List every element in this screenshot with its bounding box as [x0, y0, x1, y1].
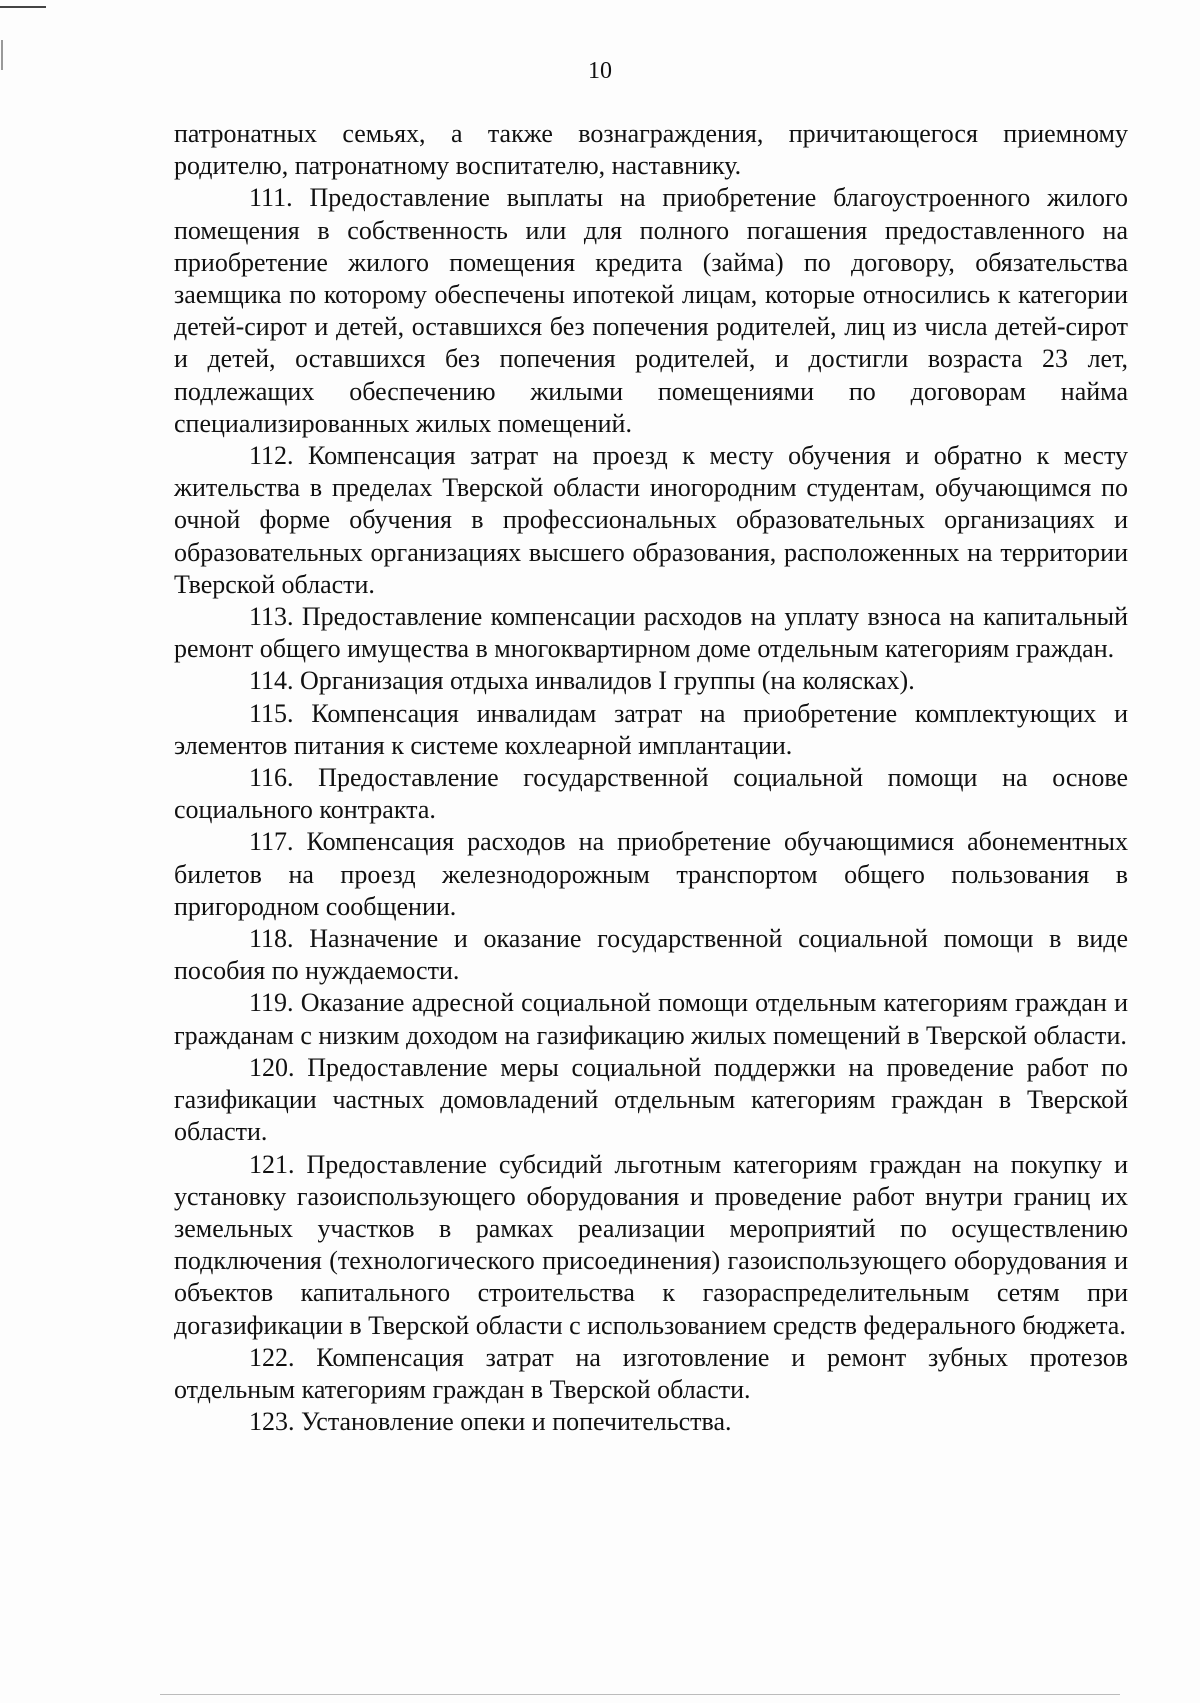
- paragraph-111: 111. Предоставление выплаты на приобретение благоустроенного жилого помещения в собственность или для полного погашения предоставленного на приобретение жилого помещения кредита (займа) по договору, обязательства заемщика по которому обеспечены ипотекой лицам, которые относились к категории детей-сирот и детей, оставшихся без попечения родителей, лиц из числа детей-сирот и детей, оставшихся без попечения родителей, и достигли возраста 23 лет, подлежащих обеспечению жилыми помещениями по договорам найма специализированных жилых помещений.: [174, 183, 1128, 438]
- paragraph-continuation: патронатных семьях, а также вознаграждения, причитающегося приемному родителю, патронатному воспитателю, наставнику.: [174, 119, 1128, 181]
- paragraph-116: 116. Предоставление государственной социальной помощи на основе социального контракта.: [174, 763, 1128, 825]
- paragraph-119: 119. Оказание адресной социальной помощи отдельным категориям граждан и гражданам с низким доходом на газификацию жилых помещений в Тверской области.: [174, 988, 1128, 1050]
- paragraph-117: 117. Компенсация расходов на приобретение обучающимися абонементных билетов на проезд железнодорожным транспортом общего пользования в пригородном сообщении.: [174, 827, 1128, 921]
- paragraph-123: 123. Установление опеки и попечительства.: [249, 1407, 732, 1437]
- paragraph-115: 115. Компенсация инвалидам затрат на приобретение комплектующих и элементов питания к системе кохлеарной имплантации.: [174, 698, 1128, 760]
- paragraph-118: 118. Назначение и оказание государственной социальной помощи в виде пособия по нуждаемости.: [174, 924, 1128, 986]
- paragraph-112: 112. Компенсация затрат на проезд к месту обучения и обратно к месту жительства в пределах Тверской области иногородним студентам, обучающимся по очной форме обучения в профессиональных образовательных организациях и образовательных организациях высшего образования, расположенных на территории Тверской области.: [174, 441, 1128, 599]
- paragraph-121: 121. Предоставление субсидий льготным категориям граждан на покупку и установку газоиспользующего оборудования и проведение работ внутри границ их земельных участков в рамках реализации мероприятий по осуществлению подключения (технологического присоединения) газоиспользующего оборудования и объектов капитального строительства к газораспределительным сетям при догазификации в Тверской области с использованием средств федерального бюджета.: [174, 1149, 1128, 1340]
- paragraph-113: 113. Предоставление компенсации расходов на уплату взноса на капитальный ремонт общего имущества в многоквартирном доме отдельным категориям граждан.: [174, 602, 1128, 664]
- paragraph-114: 114. Организация отдыха инвалидов I группы (на колясках).: [249, 666, 915, 696]
- paragraph-120: 120. Предоставление меры социальной поддержки на проведение работ по газификации частных домовладений отдельным категориям граждан в Тверской области.: [174, 1052, 1128, 1147]
- scan-artifact-top: [0, 6, 46, 8]
- document-body: [174, 118, 1128, 1438]
- paragraph-122: 122. Компенсация затрат на изготовление и ремонт зубных протезов отдельным категориям граждан в Тверской области.: [174, 1342, 1128, 1404]
- scan-artifact-bottom: [160, 1694, 1120, 1695]
- page-number: 10: [588, 58, 612, 84]
